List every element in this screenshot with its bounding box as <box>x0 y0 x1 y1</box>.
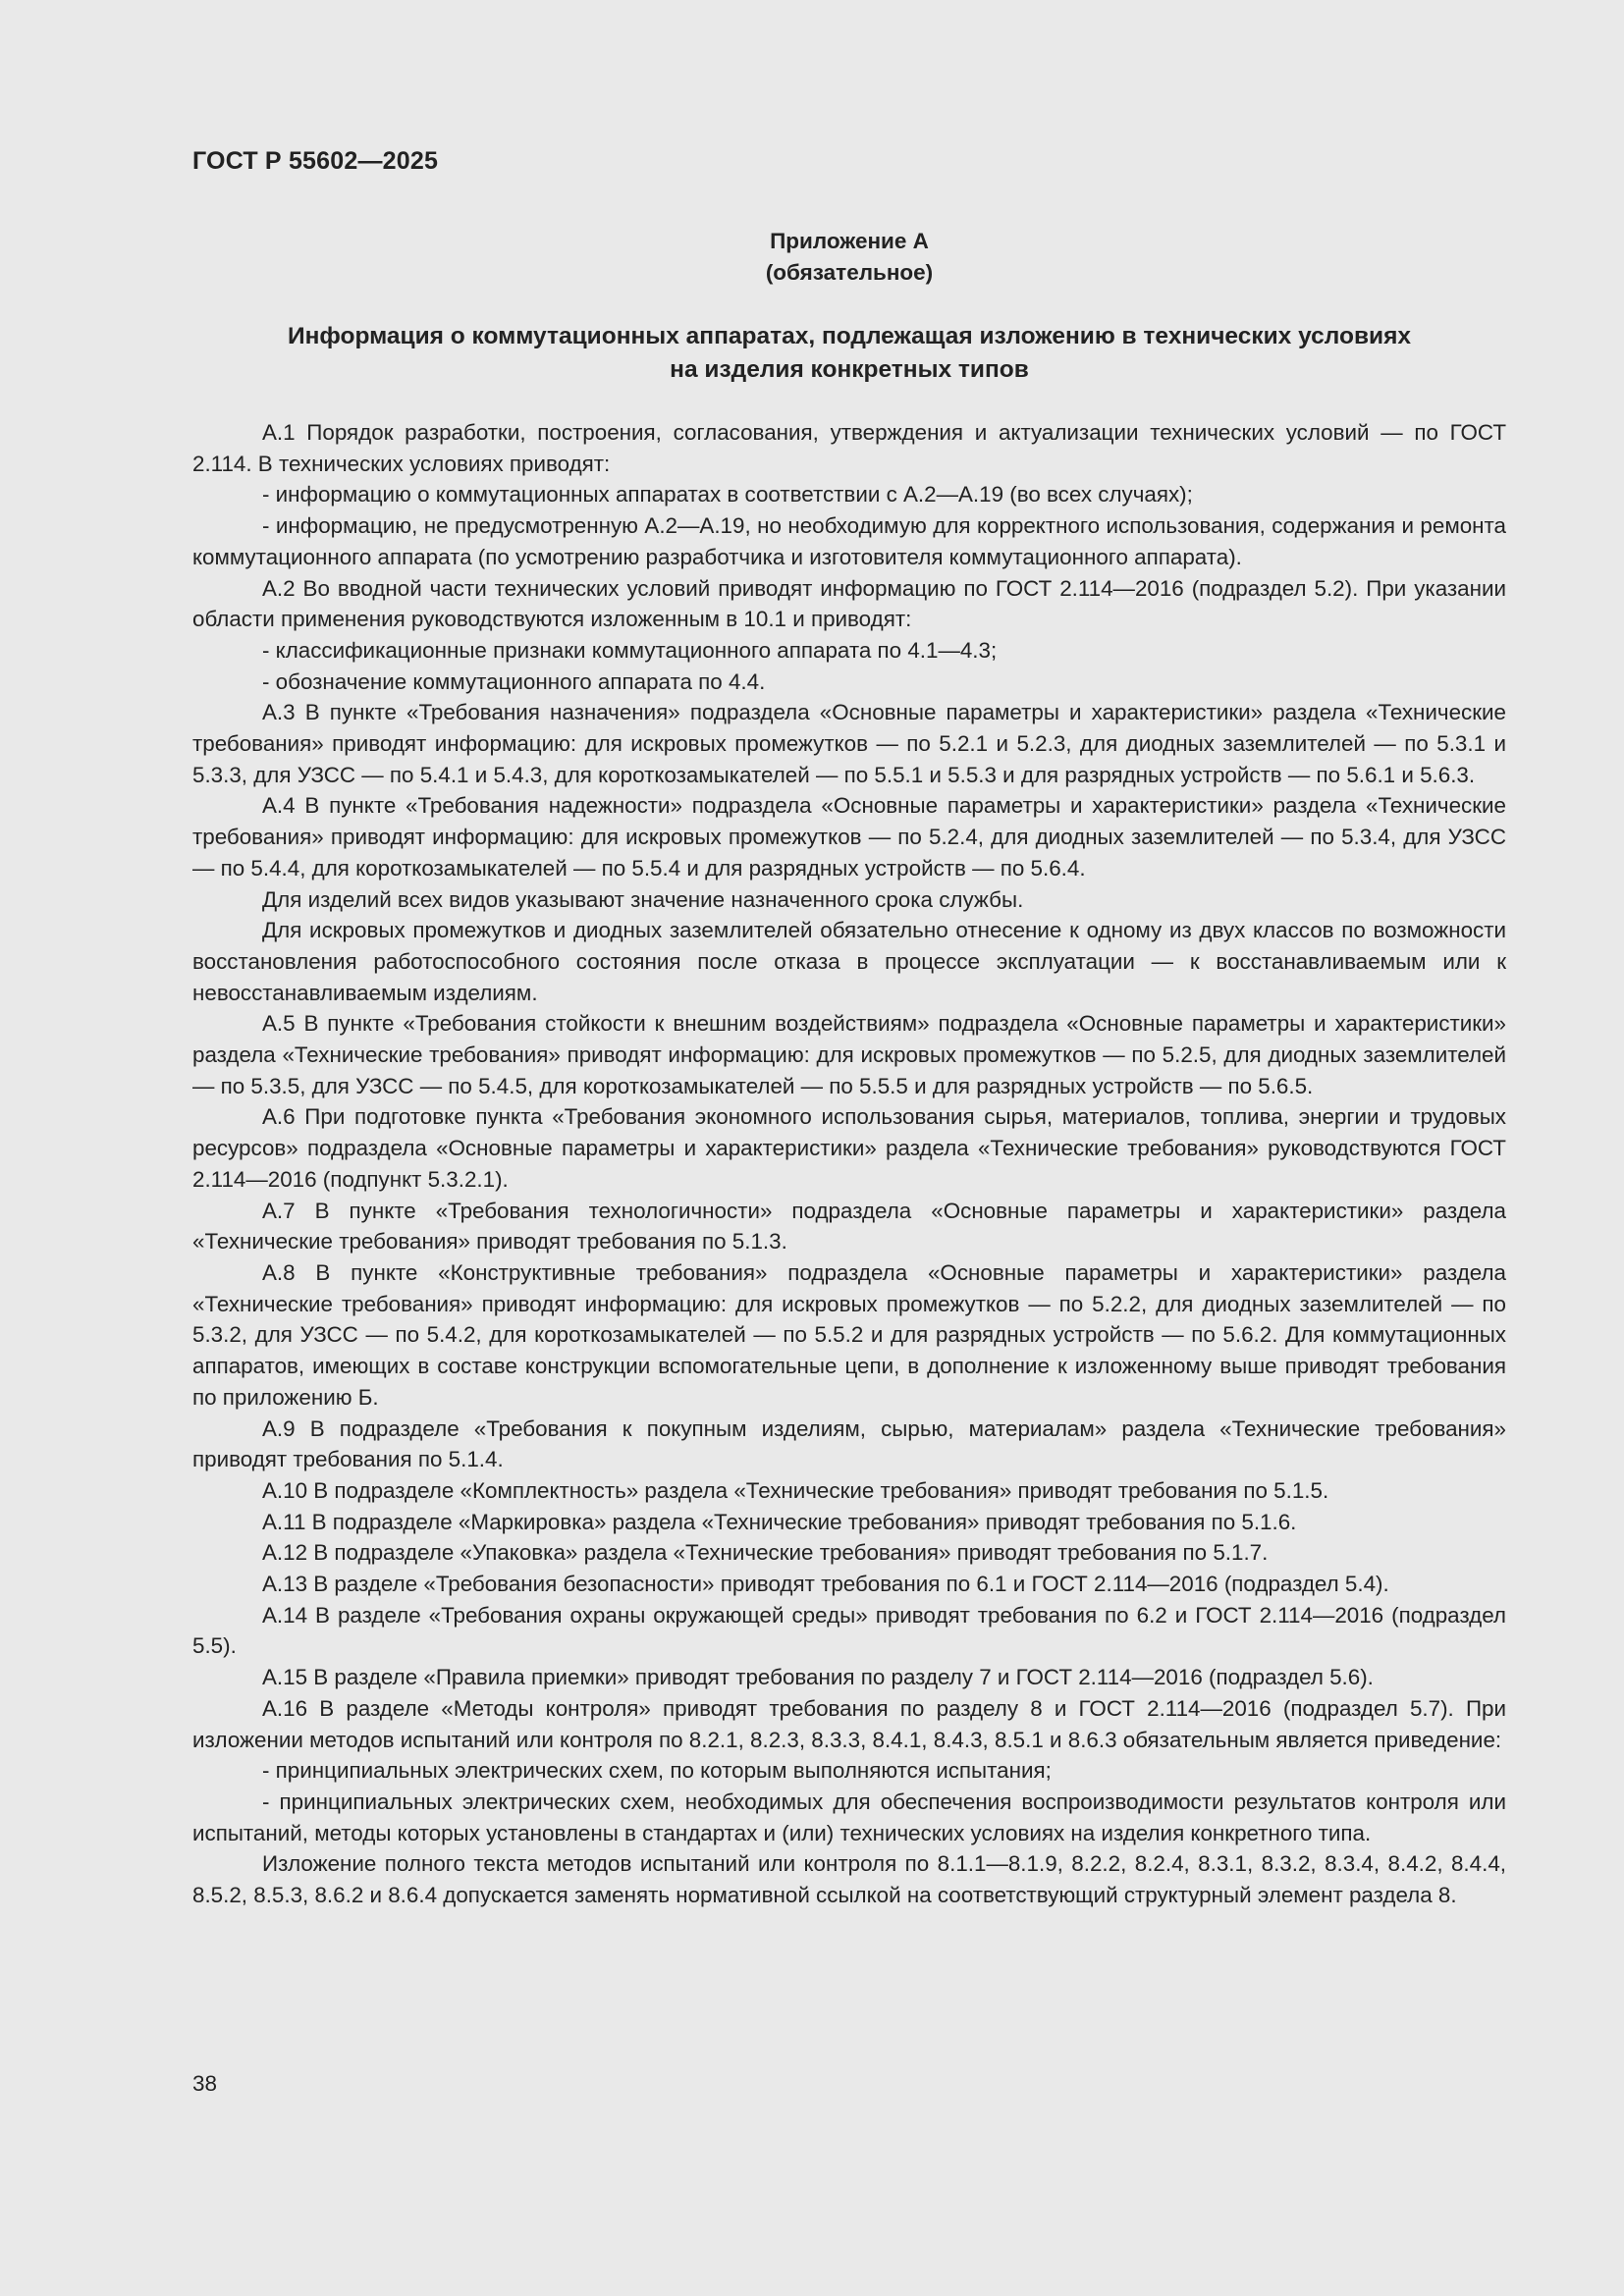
paragraph-a14: А.14 В разделе «Требования охраны окружающей среды» приводят требования по 6.2 и ГОСТ 2.114—2016 (подраздел 5.5). <box>192 1602 1506 1659</box>
annex-heading <box>192 320 1506 387</box>
paragraph-a3: А.3 В пункте «Требования назначения» подраздела «Основные параметры и характеристики» раздела «Технические требования» приводят информацию: для искровых промежутков — по 5.2.1 и 5.2.3, для диодных заземлителей — по 5.3.1 и 5.3.3, для УЗСС — по 5.4.1 и 5.4.3, для короткозамыкателей — по 5.5.1 и 5.5.3 и для разрядных устройств — по 5.6.1 и 5.6.3. <box>192 700 1506 787</box>
list-item: - информацию о коммутационных аппаратах в соответствии с А.2—А.19 (во всех случаях); <box>262 482 1193 507</box>
paragraph-a5: А.5 В пункте «Требования стойкости к внешним воздействиям» подраздела «Основные параметры и характеристики» раздела «Технические требования» приводят информацию: для искровых промежутков — по 5.2.5, для диодных заземлителей — по 5.3.5, для УЗСС — по 5.4.5, для короткозамыкателей — по 5.5.5 и для разрядных устройств — по 5.6.5. <box>192 1011 1506 1098</box>
list-item: - принципиальных электрических схем, по которым выполняются испытания; <box>262 1758 1052 1784</box>
list-item: - классификационные признаки коммутационного аппарата по 4.1—4.3; <box>262 637 998 663</box>
list-item: - информацию, не предусмотренную А.2—А.19, но необходимую для корректного использования, содержания и ремонта коммутационного аппарата (по усмотрению разработчика и изготовителя коммутационного аппарата). <box>192 513 1506 569</box>
paragraph-a6: А.6 При подготовке пункта «Требования экономного использования сырья, материалов, топлива, энергии и трудовых ресурсов» подраздела «Основные параметры и характеристики» раздела «Технические требования» руководствуются ГОСТ 2.114—2016 (подпункт 5.3.2.1). <box>192 1104 1506 1192</box>
paragraph-a12: А.12 В подразделе «Упаковка» раздела «Технические требования» приводят требования по 5.1.7. <box>262 1540 1269 1566</box>
paragraph-a7: А.7 В пункте «Требования технологичности» подраздела «Основные параметры и характеристики» раздела «Технические требования» приводят требования по 5.1.3. <box>192 1198 1506 1255</box>
paragraph-a8: А.8 В пункте «Конструктивные требования» подраздела «Основные параметры и характеристики» раздела «Технические требования» приводят информацию: для искровых промежутков — по 5.2.2, для диодных заземлителей — по 5.3.2, для УЗСС — по 5.4.2, для короткозамыкателей — по 5.5.2 и для разрядных устройств — по 5.6.2. Для коммутационных аппаратов, имеющих в составе конструкции вспомогательные цепи, в дополнение к изложенному выше приводят требования по приложению Б. <box>192 1259 1506 1410</box>
paragraph: Для искровых промежутков и диодных заземлителей обязательно отнесение к одному из двух классов по возможности восстановления работоспособного состояния после отказа в процессе эксплуатации — к восстанавливаемым или к невосстанавливаемым изделиям. <box>192 918 1506 1005</box>
list-item: - принципиальных электрических схем, необходимых для обеспечения воспроизводимости результатов контроля или испытаний, методы которых установлены в стандартах и (или) технических условиях на изделия конкретного типа. <box>192 1789 1506 1845</box>
paragraph-a10: А.10 В подразделе «Комплектность» раздела «Технические требования» приводят требования по 5.1.5. <box>262 1477 1329 1503</box>
annex-heading-line-1: Информация о коммутационных аппаратах, подлежащая изложению в технических условиях <box>288 323 1411 349</box>
annex-status: (обязательное) <box>765 260 934 285</box>
page-number: 38 <box>192 2071 218 2096</box>
paragraph-a1: А.1 Порядок разработки, построения, согласования, утверждения и актуализации технических условий — по ГОСТ 2.114. В технических условиях приводят: <box>192 420 1506 476</box>
paragraph-a11: А.11 В подразделе «Маркировка» раздела «Технические требования» приводят требования по 5.1.6. <box>262 1509 1297 1534</box>
annex-title: Приложение А <box>770 229 929 253</box>
paragraph: Для изделий всех видов указывают значение назначенного срока службы. <box>262 886 1024 912</box>
paragraph-a15: А.15 В разделе «Правила приемки» приводят требования по разделу 7 и ГОСТ 2.114—2016 (подраздел 5.6). <box>262 1665 1374 1690</box>
paragraph: Изложение полного текста методов испытаний или контроля по 8.1.1—8.1.9, 8.2.2, 8.2.4, 8.3.1, 8.3.2, 8.3.4, 8.4.2, 8.4.4, 8.5.2, 8.5.3, 8.6.2 и 8.6.4 допускается заменять нормативной ссылкой на соответствующий структурный элемент раздела 8. <box>192 1851 1506 1908</box>
paragraph-a4: А.4 В пункте «Требования надежности» подраздела «Основные параметры и характеристики» раздела «Технические требования» приводят информацию: для искровых промежутков — по 5.2.4, для диодных заземлителей — по 5.3.4, для УЗСС — по 5.4.4, для короткозамыкателей — по 5.5.4 и для разрядных устройств — по 5.6.4. <box>192 793 1506 881</box>
annex-heading-line-2: на изделия конкретных типов <box>670 356 1029 383</box>
paragraph-a9: А.9 В подразделе «Требования к покупным изделиям, сырью, материалам» раздела «Технические требования» приводят требования по 5.1.4. <box>192 1415 1506 1472</box>
list-item: - обозначение коммутационного аппарата по 4.4. <box>262 668 766 694</box>
paragraph-a16: А.16 В разделе «Методы контроля» приводят требования по разделу 8 и ГОСТ 2.114—2016 (подраздел 5.7). При изложении методов испытаний или контроля по 8.2.1, 8.2.3, 8.3.3, 8.4.1, 8.4.3, 8.5.1 и 8.6.3 обязательным является приведение: <box>192 1695 1506 1752</box>
document-code: ГОСТ Р 55602—2025 <box>192 147 439 175</box>
annex-body <box>192 417 1506 1911</box>
paragraph-a13: А.13 В разделе «Требования безопасности» приводят требования по 6.1 и ГОСТ 2.114—2016 (подраздел 5.4). <box>262 1572 1389 1597</box>
paragraph-a2: А.2 Во вводной части технических условий приводят информацию по ГОСТ 2.114—2016 (подраздел 5.2). При указании области применения руководствуются изложенным в 10.1 и приводят: <box>192 575 1506 632</box>
